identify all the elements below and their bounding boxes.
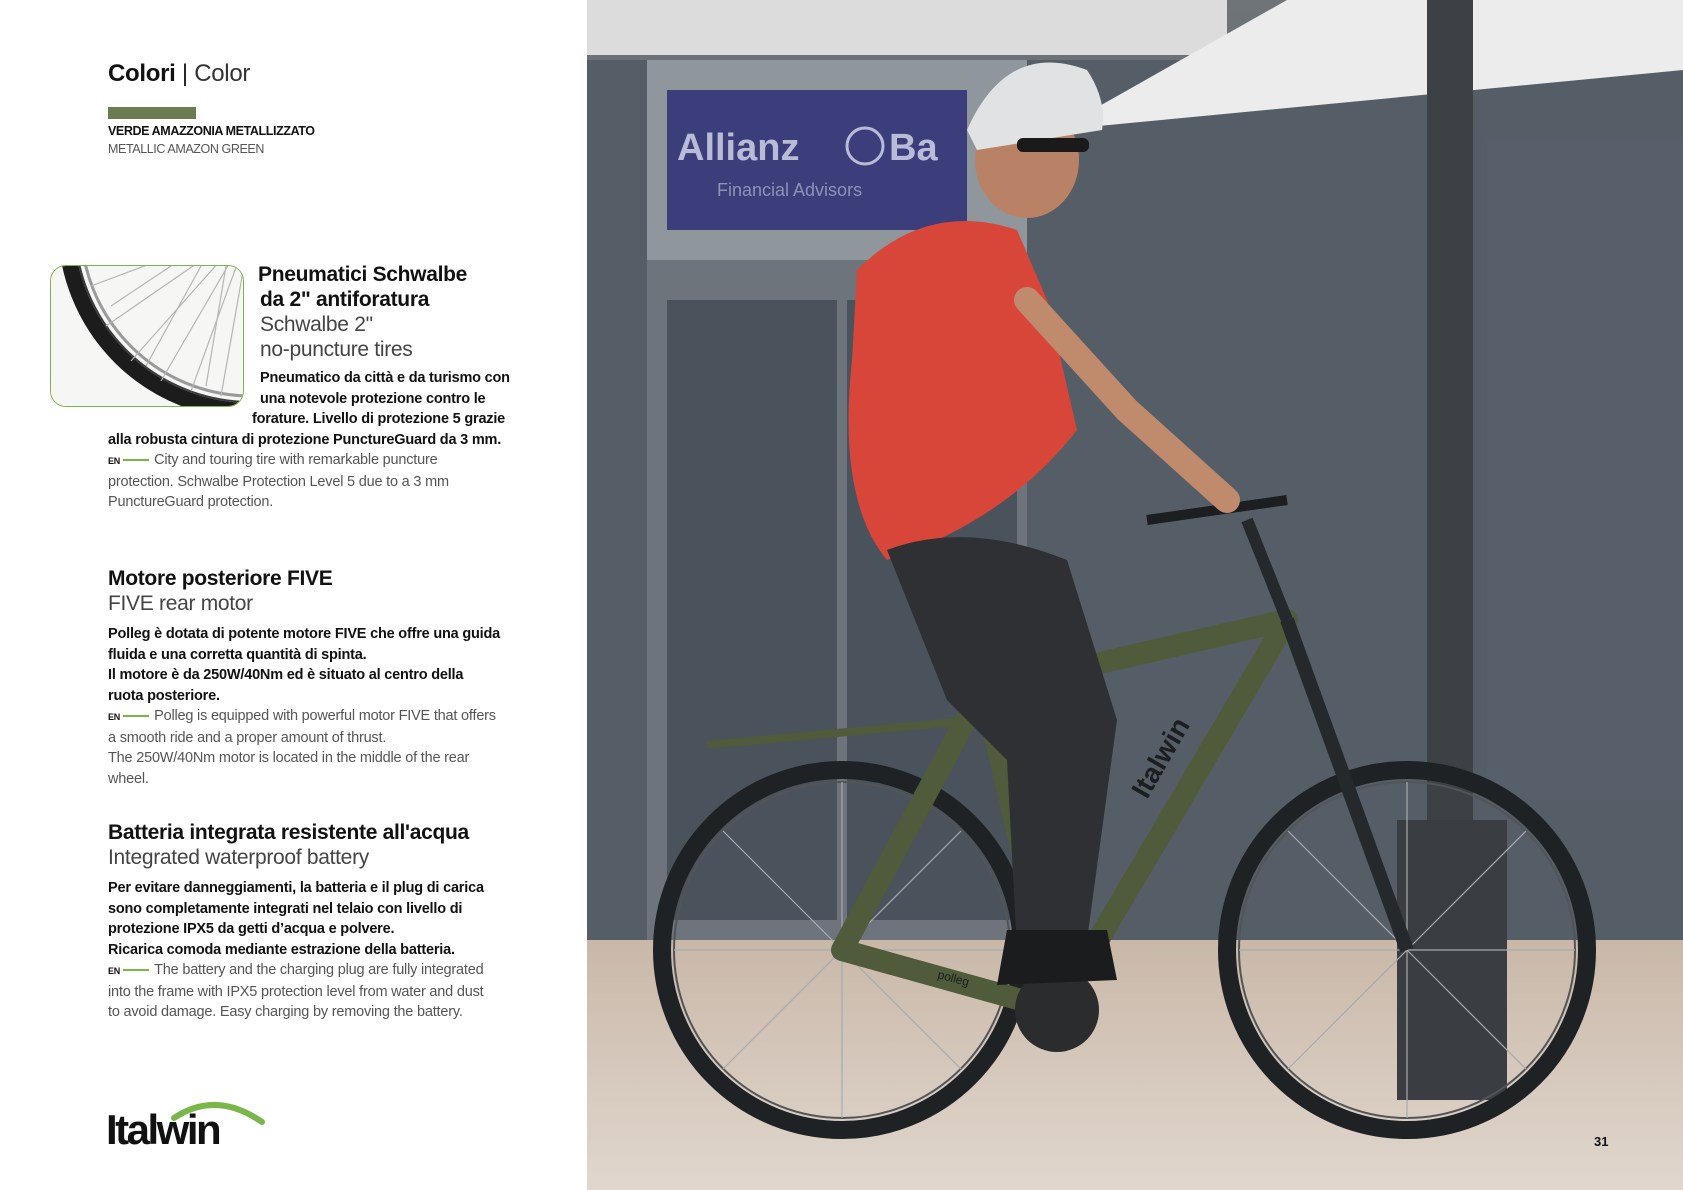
tires-body-en-1 [108,450,538,472]
tires-body-it-2: una notevole protezione contro le [260,390,486,407]
battery-body-it-3b: da getti d’acqua e polvere. [213,921,395,937]
tires-body-it-3: forature. Livello di protezione 5 grazie [252,411,506,427]
battery-body-en-line: The battery and the charging plug are fully integrated [154,962,484,978]
hero-photo [587,0,1683,1190]
text-column [0,0,587,1190]
tires-title-it-1: Pneumatici Schwalbe [258,263,468,286]
battery-body-it-2b: livello di [406,900,463,917]
motor-body-it-2: fluida e una corretta quantità di spinta. [108,646,367,663]
battery-section [108,820,540,1023]
sign-text-1: Allianz [677,127,800,169]
page-number: 31 [1594,1134,1609,1149]
motor-body-it-1: Polleg è dotata di potente motore FIVE che offre una guida [108,626,501,642]
frame-logo-text: Italwin [1125,712,1196,803]
motor-body-it-3: Il motore è da 250W/40Nm ed è situato al centro della [108,667,464,683]
color-name-it: VERDE AMAZZONIA METALLIZZATO [108,124,315,138]
sign-text-2: Ba [889,127,938,169]
motor-body-en-1 [108,706,540,728]
battery-body-it-1: Per evitare danneggiamenti, la batteria e il plug di carica [108,880,484,896]
color-swatch [108,107,196,119]
motor-title-it: Motore posteriore FIVE [108,567,333,590]
tires-body-it-4: alla robusta cintura di protezione PunctureGuard da 3 mm. [108,431,502,448]
motor-body-en-line: Polleg is equipped with powerful motor FIVE that offers [154,708,496,724]
tires-body-en-2: protection. Schwalbe Protection Level 5 due to a 3 mm [108,473,449,490]
en-tag: EN [108,712,121,722]
en-tag: EN [108,456,121,466]
tires-title-en-1: Schwalbe 2" [260,313,373,336]
battery-body-it-3a: protezione IPX5 [108,921,214,937]
battery-title-it: Batteria integrata resistente all'acqua [108,821,469,844]
battery-body-it-2a: sono completamente integrati nel telaio con [108,900,407,917]
colors-separator: | [181,60,188,87]
battery-body-it-4: Ricarica comoda mediante estrazione della batteria. [108,941,455,958]
tires-description [108,368,538,513]
battery-body-it-2 [108,899,540,920]
colors-title-it: Colori [108,60,176,87]
tires-body-en-3: PunctureGuard protection. [108,494,274,510]
color-name-en: METALLIC AMAZON GREEN [108,142,264,156]
en-divider [123,715,149,717]
colors-title-en: Color [194,60,251,87]
motor-body-en-2: a smooth ride and a proper amount of thrust. [108,729,387,746]
tires-body-it-1: Pneumatico da città e da turismo con [260,370,510,386]
italwin-logo [106,1096,266,1153]
battery-body-it-3 [108,919,540,940]
tires-title-en-2: no-puncture tires [260,338,413,361]
sign-text-3: Financial Advisors [717,180,863,200]
battery-body-en-3: to avoid damage. Easy charging by removing the battery. [108,1004,463,1020]
motor-body-it-4: ruota posteriore. [108,687,220,704]
colors-heading [108,60,250,88]
motor-body-en-4: wheel. [108,770,149,787]
en-divider [123,459,149,461]
battery-body-en-1 [108,960,540,982]
tires-body-en-line: City and touring tire with remarkable puncture [154,452,438,468]
bollard [1397,820,1507,1100]
en-divider [123,969,149,971]
battery-body-en-2: into the frame with IPX5 protection level from water and dust [108,983,484,1000]
tires-title-it-2: da 2" antiforatura [260,288,430,311]
en-tag: EN [108,966,121,976]
sidewalk [587,940,1683,1190]
motor-section [108,566,540,789]
tires-heading [258,262,558,362]
battery-title-en: Integrated waterproof battery [108,846,369,869]
logo-text: Italwin [106,1106,220,1153]
chainstay-text: polleg [936,967,971,990]
awning-left [587,0,1227,55]
motor-title-en: FIVE rear motor [108,592,253,615]
motor-body-en-3: The 250W/40Nm motor is located in the middle of the rear [108,750,470,766]
